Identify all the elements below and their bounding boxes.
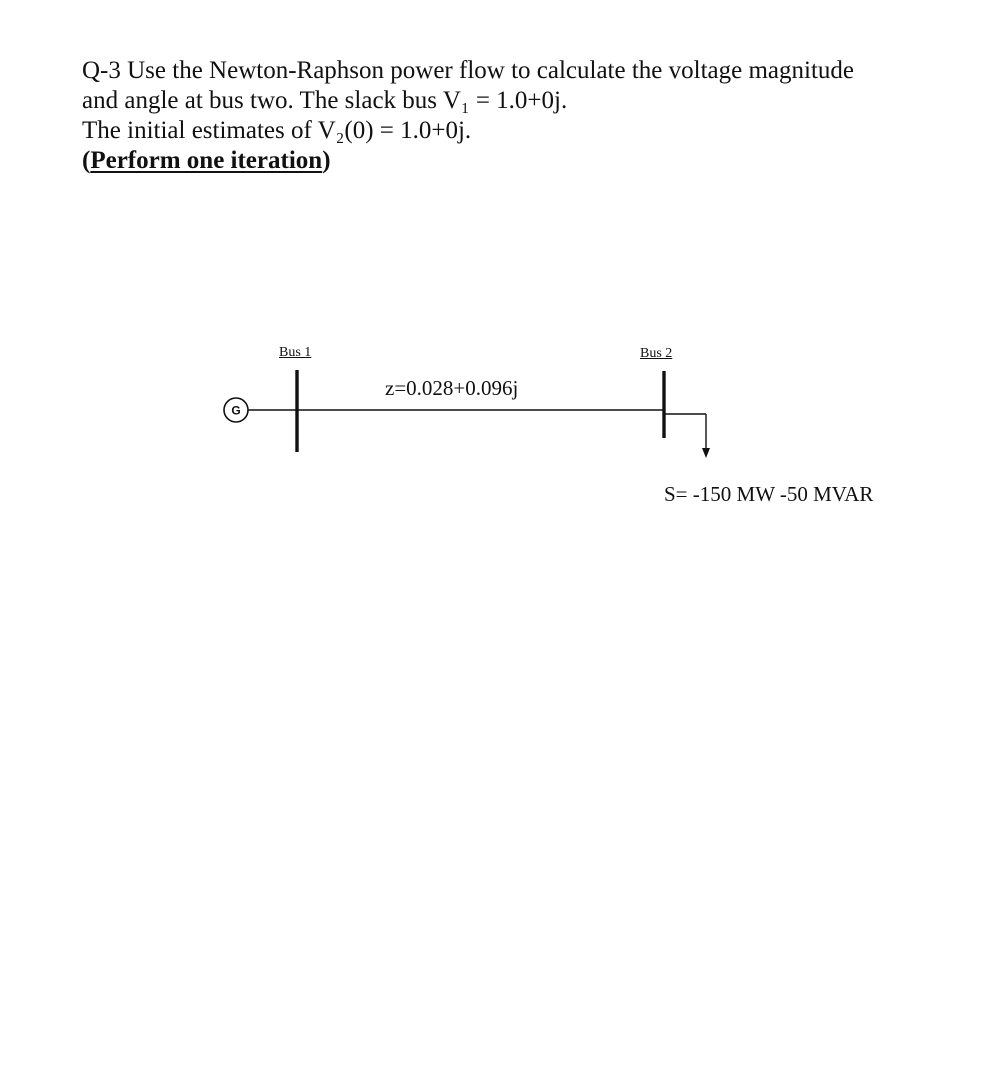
generator-icon	[224, 398, 248, 422]
bus-2-label: Bus 2	[640, 346, 673, 361]
question-line-2: and angle at bus two. The slack bus V₁ = 1.0+0j.	[82, 87, 568, 114]
bus-1-label: Bus 1	[279, 345, 312, 360]
perform-one-iteration: Perform one iteration	[90, 147, 323, 174]
open-paren: (	[82, 147, 91, 174]
close-paren: )	[322, 147, 331, 174]
generator-letter: G	[231, 403, 241, 418]
load-power: S= -150 MW -50 MVAR	[664, 482, 874, 506]
load-arrow-icon	[664, 414, 710, 458]
question-line-3: The initial estimates of V₂(0) = 1.0+0j.	[82, 117, 472, 144]
question-line-1: Q-3 Use the Newton-Raphson power flow to calculate the voltage magnitude	[82, 57, 854, 84]
line-impedance: z=0.028+0.096j	[385, 376, 519, 400]
